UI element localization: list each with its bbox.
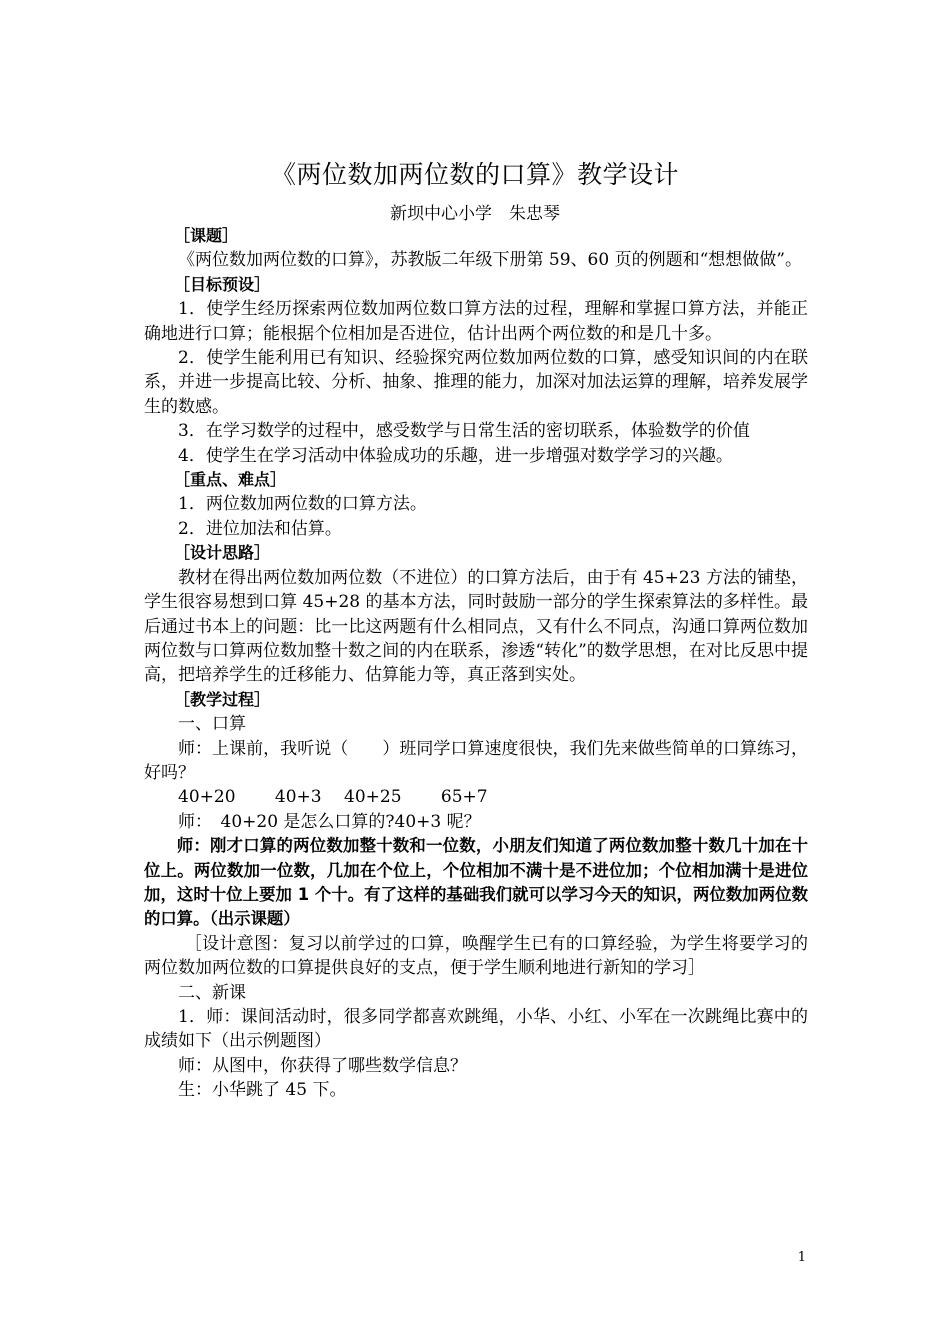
teacher-line-3: 1．师：课间活动时，很多同学都喜欢跳绳，小华、小红、小军在一次跳绳比赛中的成绩如下（出示例题图） (144, 1007, 808, 1052)
goal-item-1: 1．使学生经历探索两位数加两位数口算方法的过程，理解和掌握口算方法，并能正确地进行口算；能根据个位相加是否进位，估计出两个两位数的和是几十多。 (144, 299, 808, 344)
goal-item-2: 2．使学生能利用已有知识、经验探究两位数加两位数的口算，感受知识间的内在联系，并进一步提高比较、分析、抽象、推理的能力，加深对加法运算的理解，培养发展学生的数感。 (144, 348, 808, 417)
goal-item-3: 3．在学习数学的过程中，感受数学与日常生活的密切联系，体验数学的价值 (178, 421, 750, 442)
part-heading-oral-calc: 一、口算 (178, 714, 246, 735)
document-title: 《两位数加两位数的口算》教学设计 (270, 160, 679, 189)
key-point-1: 1．两位数加两位数的口算方法。 (178, 494, 427, 515)
section-heading-topic: ［课题］ (174, 226, 239, 245)
exercise-list: 40+20 40+3 40+25 65+7 (178, 787, 488, 808)
key-point-2: 2．进位加法和估算。 (178, 518, 342, 539)
teacher-line-bold: 师：刚才口算的两位数加整十数和一位数，小朋友们知道了两位数加整十数几十加在十位上。两位数加一位数，几加在个位上，个位相加不满十是不进位加；个位相加满十是进位加，这时十位上要加 1 个十。有了这样的基础我们就可以学习今天的知识，两位数加两位数的口算。（出示课题） (144, 836, 808, 929)
author-line: 新坝中心小学 朱忠琴 (390, 204, 560, 224)
page-number: 1 (797, 1250, 806, 1265)
goal-item-4: 4．使学生在学习活动中体验成功的乐趣，进一步增强对数学学习的兴趣。 (178, 445, 733, 466)
topic-paragraph: 《两位数加两位数的口算》，苏教版二年级下册第 59、60 页的例题和“想想做做”。 (178, 250, 802, 271)
teacher-line-2: 师： 40+20 是怎么口算的?40+3 呢？ (178, 811, 481, 832)
design-intent-note: ［设计意图：复习以前学过的口算，唤醒学生已有的口算经验，为学生将要学习的两位数加两位数的口算提供良好的支点，便于学生顺利地进行新知的学习］ (144, 933, 808, 979)
teacher-line-4: 师：从图中，你获得了哪些数学信息？ (178, 1055, 467, 1076)
teacher-line-1: 师：上课前，我听说（ ）班同学口算速度很快，我们先来做些简单的口算练习，好吗？ (144, 738, 808, 783)
document-body (144, 224, 808, 1103)
design-idea-paragraph: 教材在得出两位数加两位数（不进位）的口算方法后，由于有 45+23 方法的铺垫，学生很容易想到口算 45+28 的基本方法，同时鼓励一部分的学生探索算法的多样性。最后通过书本上的问题：比一比这两题有什么相同点，又有什么不同点，沟通口算两位数加两位数与口算两位数加整十数之间的内在联系，渗透“转化”的数学思想，在对比反思中提高，把培养学生的迁移能力、估算能力等，真正落到实处。 (144, 567, 808, 686)
part-heading-new-lesson: 二、新课 (178, 982, 246, 1003)
section-heading-key-points: ［重点、难点］ (174, 470, 287, 490)
section-heading-teaching-process: ［教学过程］ (174, 689, 271, 709)
section-heading-goals: ［目标预设］ (174, 274, 271, 294)
student-line-1: 生：小华跳了 45 下。 (178, 1080, 347, 1101)
section-heading-design-idea: ［设计思路］ (174, 543, 271, 563)
